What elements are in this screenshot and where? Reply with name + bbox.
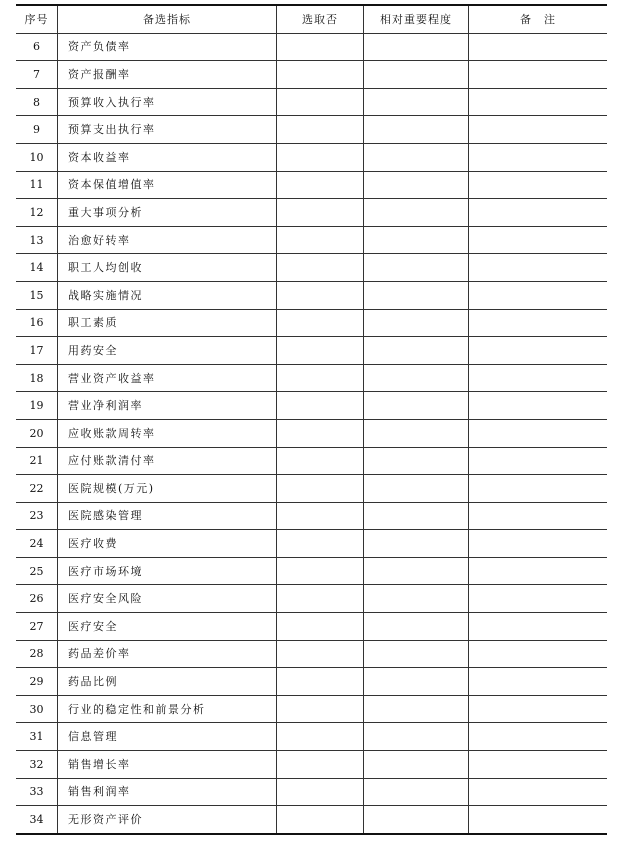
serial-number-cell: 27 — [16, 613, 58, 641]
remarks-cell[interactable] — [469, 668, 608, 696]
header-candidate-indicator: 备选指标 — [58, 5, 277, 33]
selected-cell[interactable] — [277, 695, 364, 723]
selected-cell[interactable] — [277, 585, 364, 613]
table-row — [16, 419, 607, 447]
table-row — [16, 613, 607, 641]
header-row — [16, 5, 607, 33]
selected-cell[interactable] — [277, 447, 364, 475]
table-row — [16, 530, 607, 558]
importance-cell[interactable] — [364, 806, 469, 834]
serial-number-cell: 8 — [16, 88, 58, 116]
table-body — [16, 33, 607, 834]
indicator-name-cell: 资本收益率 — [58, 143, 277, 171]
importance-cell[interactable] — [364, 33, 469, 61]
importance-cell[interactable] — [364, 640, 469, 668]
importance-cell[interactable] — [364, 61, 469, 89]
selected-cell[interactable] — [277, 254, 364, 282]
importance-cell[interactable] — [364, 447, 469, 475]
importance-cell[interactable] — [364, 475, 469, 503]
table-row — [16, 392, 607, 420]
selected-cell[interactable] — [277, 502, 364, 530]
serial-number-cell: 30 — [16, 695, 58, 723]
selected-cell[interactable] — [277, 530, 364, 558]
table-row — [16, 640, 607, 668]
indicator-name-cell: 销售利润率 — [58, 778, 277, 806]
importance-cell[interactable] — [364, 143, 469, 171]
importance-cell[interactable] — [364, 88, 469, 116]
serial-number-cell: 26 — [16, 585, 58, 613]
serial-number-cell: 12 — [16, 199, 58, 227]
importance-cell[interactable] — [364, 778, 469, 806]
importance-cell[interactable] — [364, 557, 469, 585]
remarks-cell[interactable] — [469, 419, 608, 447]
table-row — [16, 199, 607, 227]
serial-number-cell: 19 — [16, 392, 58, 420]
remarks-cell[interactable] — [469, 723, 608, 751]
selected-cell[interactable] — [277, 281, 364, 309]
serial-number-cell: 28 — [16, 640, 58, 668]
remarks-cell[interactable] — [469, 61, 608, 89]
serial-number-cell: 34 — [16, 806, 58, 834]
selected-cell[interactable] — [277, 723, 364, 751]
indicator-name-cell: 营业资产收益率 — [58, 364, 277, 392]
indicator-name-cell: 职工人均创收 — [58, 254, 277, 282]
indicator-name-cell: 应付账款清付率 — [58, 447, 277, 475]
table-row — [16, 723, 607, 751]
importance-cell[interactable] — [364, 337, 469, 365]
serial-number-cell: 10 — [16, 143, 58, 171]
indicator-name-cell: 重大事项分析 — [58, 199, 277, 227]
table-row — [16, 475, 607, 503]
importance-cell[interactable] — [364, 751, 469, 779]
remarks-cell[interactable] — [469, 143, 608, 171]
importance-cell[interactable] — [364, 281, 469, 309]
indicator-name-cell: 用药安全 — [58, 337, 277, 365]
selected-cell[interactable] — [277, 33, 364, 61]
serial-number-cell: 18 — [16, 364, 58, 392]
remarks-cell[interactable] — [469, 475, 608, 503]
indicator-name-cell: 职工素质 — [58, 309, 277, 337]
remarks-cell[interactable] — [469, 364, 608, 392]
table-row — [16, 171, 607, 199]
header-selected: 选取否 — [277, 5, 364, 33]
importance-cell[interactable] — [364, 309, 469, 337]
header-serial-number: 序号 — [16, 5, 58, 33]
remarks-cell[interactable] — [469, 447, 608, 475]
table-row — [16, 254, 607, 282]
table-row — [16, 337, 607, 365]
serial-number-cell: 33 — [16, 778, 58, 806]
selected-cell[interactable] — [277, 309, 364, 337]
serial-number-cell: 6 — [16, 33, 58, 61]
serial-number-cell: 13 — [16, 226, 58, 254]
table-row — [16, 281, 607, 309]
selected-cell[interactable] — [277, 337, 364, 365]
header-relative-importance: 相对重要程度 — [364, 5, 469, 33]
table-row — [16, 695, 607, 723]
serial-number-cell: 11 — [16, 171, 58, 199]
remarks-cell[interactable] — [469, 281, 608, 309]
indicator-name-cell: 资本保值增值率 — [58, 171, 277, 199]
serial-number-cell: 25 — [16, 557, 58, 585]
importance-cell[interactable] — [364, 364, 469, 392]
importance-cell[interactable] — [364, 695, 469, 723]
table-row — [16, 806, 607, 834]
selected-cell[interactable] — [277, 778, 364, 806]
selected-cell[interactable] — [277, 226, 364, 254]
remarks-cell[interactable] — [469, 337, 608, 365]
importance-cell[interactable] — [364, 502, 469, 530]
table-row — [16, 751, 607, 779]
selected-cell[interactable] — [277, 613, 364, 641]
table-row — [16, 585, 607, 613]
header-remarks: 备 注 — [469, 5, 608, 33]
selected-cell[interactable] — [277, 143, 364, 171]
importance-cell[interactable] — [364, 226, 469, 254]
selected-cell[interactable] — [277, 392, 364, 420]
table-row — [16, 88, 607, 116]
indicator-name-cell: 无形资产评价 — [58, 806, 277, 834]
remarks-cell[interactable] — [469, 254, 608, 282]
indicator-name-cell: 预算收入执行率 — [58, 88, 277, 116]
importance-cell[interactable] — [364, 171, 469, 199]
remarks-cell[interactable] — [469, 806, 608, 834]
remarks-cell[interactable] — [469, 88, 608, 116]
serial-number-cell: 20 — [16, 419, 58, 447]
remarks-cell[interactable] — [469, 392, 608, 420]
indicator-name-cell: 药品差价率 — [58, 640, 277, 668]
remarks-cell[interactable] — [469, 502, 608, 530]
remarks-cell[interactable] — [469, 530, 608, 558]
serial-number-cell: 21 — [16, 447, 58, 475]
importance-cell[interactable] — [364, 723, 469, 751]
remarks-cell[interactable] — [469, 116, 608, 144]
remarks-cell[interactable] — [469, 199, 608, 227]
indicator-name-cell: 预算支出执行率 — [58, 116, 277, 144]
importance-cell[interactable] — [364, 254, 469, 282]
selected-cell[interactable] — [277, 364, 364, 392]
table-row — [16, 502, 607, 530]
indicator-name-cell: 信息管理 — [58, 723, 277, 751]
serial-number-cell: 9 — [16, 116, 58, 144]
indicator-name-cell: 医疗收费 — [58, 530, 277, 558]
selected-cell[interactable] — [277, 475, 364, 503]
indicator-name-cell: 营业净利润率 — [58, 392, 277, 420]
indicator-name-cell: 应收账款周转率 — [58, 419, 277, 447]
serial-number-cell: 23 — [16, 502, 58, 530]
remarks-cell[interactable] — [469, 585, 608, 613]
remarks-cell[interactable] — [469, 33, 608, 61]
indicator-name-cell: 医院感染管理 — [58, 502, 277, 530]
importance-cell[interactable] — [364, 116, 469, 144]
serial-number-cell: 15 — [16, 281, 58, 309]
table-row — [16, 668, 607, 696]
selected-cell[interactable] — [277, 88, 364, 116]
table-row — [16, 61, 607, 89]
serial-number-cell: 14 — [16, 254, 58, 282]
serial-number-cell: 29 — [16, 668, 58, 696]
remarks-cell[interactable] — [469, 751, 608, 779]
serial-number-cell: 31 — [16, 723, 58, 751]
serial-number-cell: 22 — [16, 475, 58, 503]
selected-cell[interactable] — [277, 751, 364, 779]
selected-cell[interactable] — [277, 61, 364, 89]
indicator-selection-table — [16, 4, 607, 835]
selected-cell[interactable] — [277, 640, 364, 668]
indicator-name-cell: 资产负债率 — [58, 33, 277, 61]
indicator-name-cell: 医院规模(万元) — [58, 475, 277, 503]
table-row — [16, 447, 607, 475]
remarks-cell[interactable] — [469, 171, 608, 199]
table-row — [16, 226, 607, 254]
table-header — [16, 5, 607, 33]
serial-number-cell: 32 — [16, 751, 58, 779]
selected-cell[interactable] — [277, 806, 364, 834]
remarks-cell[interactable] — [469, 226, 608, 254]
remarks-cell[interactable] — [469, 309, 608, 337]
table-row — [16, 557, 607, 585]
remarks-cell[interactable] — [469, 557, 608, 585]
table-row — [16, 33, 607, 61]
serial-number-cell: 16 — [16, 309, 58, 337]
remarks-cell[interactable] — [469, 695, 608, 723]
remarks-cell[interactable] — [469, 613, 608, 641]
importance-cell[interactable] — [364, 199, 469, 227]
table-row — [16, 364, 607, 392]
selected-cell[interactable] — [277, 557, 364, 585]
indicator-name-cell: 医疗安全风险 — [58, 585, 277, 613]
indicator-name-cell: 医疗市场环境 — [58, 557, 277, 585]
table-row — [16, 778, 607, 806]
indicator-name-cell: 治愈好转率 — [58, 226, 277, 254]
importance-cell[interactable] — [364, 585, 469, 613]
selected-cell[interactable] — [277, 199, 364, 227]
table-row — [16, 116, 607, 144]
selected-cell[interactable] — [277, 419, 364, 447]
indicator-name-cell: 战略实施情况 — [58, 281, 277, 309]
table-row — [16, 143, 607, 171]
serial-number-cell: 7 — [16, 61, 58, 89]
remarks-cell[interactable] — [469, 778, 608, 806]
selected-cell[interactable] — [277, 171, 364, 199]
serial-number-cell: 17 — [16, 337, 58, 365]
selected-cell[interactable] — [277, 668, 364, 696]
indicator-name-cell: 资产报酬率 — [58, 61, 277, 89]
remarks-cell[interactable] — [469, 640, 608, 668]
serial-number-cell: 24 — [16, 530, 58, 558]
importance-cell[interactable] — [364, 419, 469, 447]
selected-cell[interactable] — [277, 116, 364, 144]
indicator-name-cell: 销售增长率 — [58, 751, 277, 779]
importance-cell[interactable] — [364, 668, 469, 696]
table-row — [16, 309, 607, 337]
importance-cell[interactable] — [364, 530, 469, 558]
importance-cell[interactable] — [364, 392, 469, 420]
indicator-name-cell: 行业的稳定性和前景分析 — [58, 695, 277, 723]
importance-cell[interactable] — [364, 613, 469, 641]
indicator-name-cell: 药品比例 — [58, 668, 277, 696]
indicator-name-cell: 医疗安全 — [58, 613, 277, 641]
